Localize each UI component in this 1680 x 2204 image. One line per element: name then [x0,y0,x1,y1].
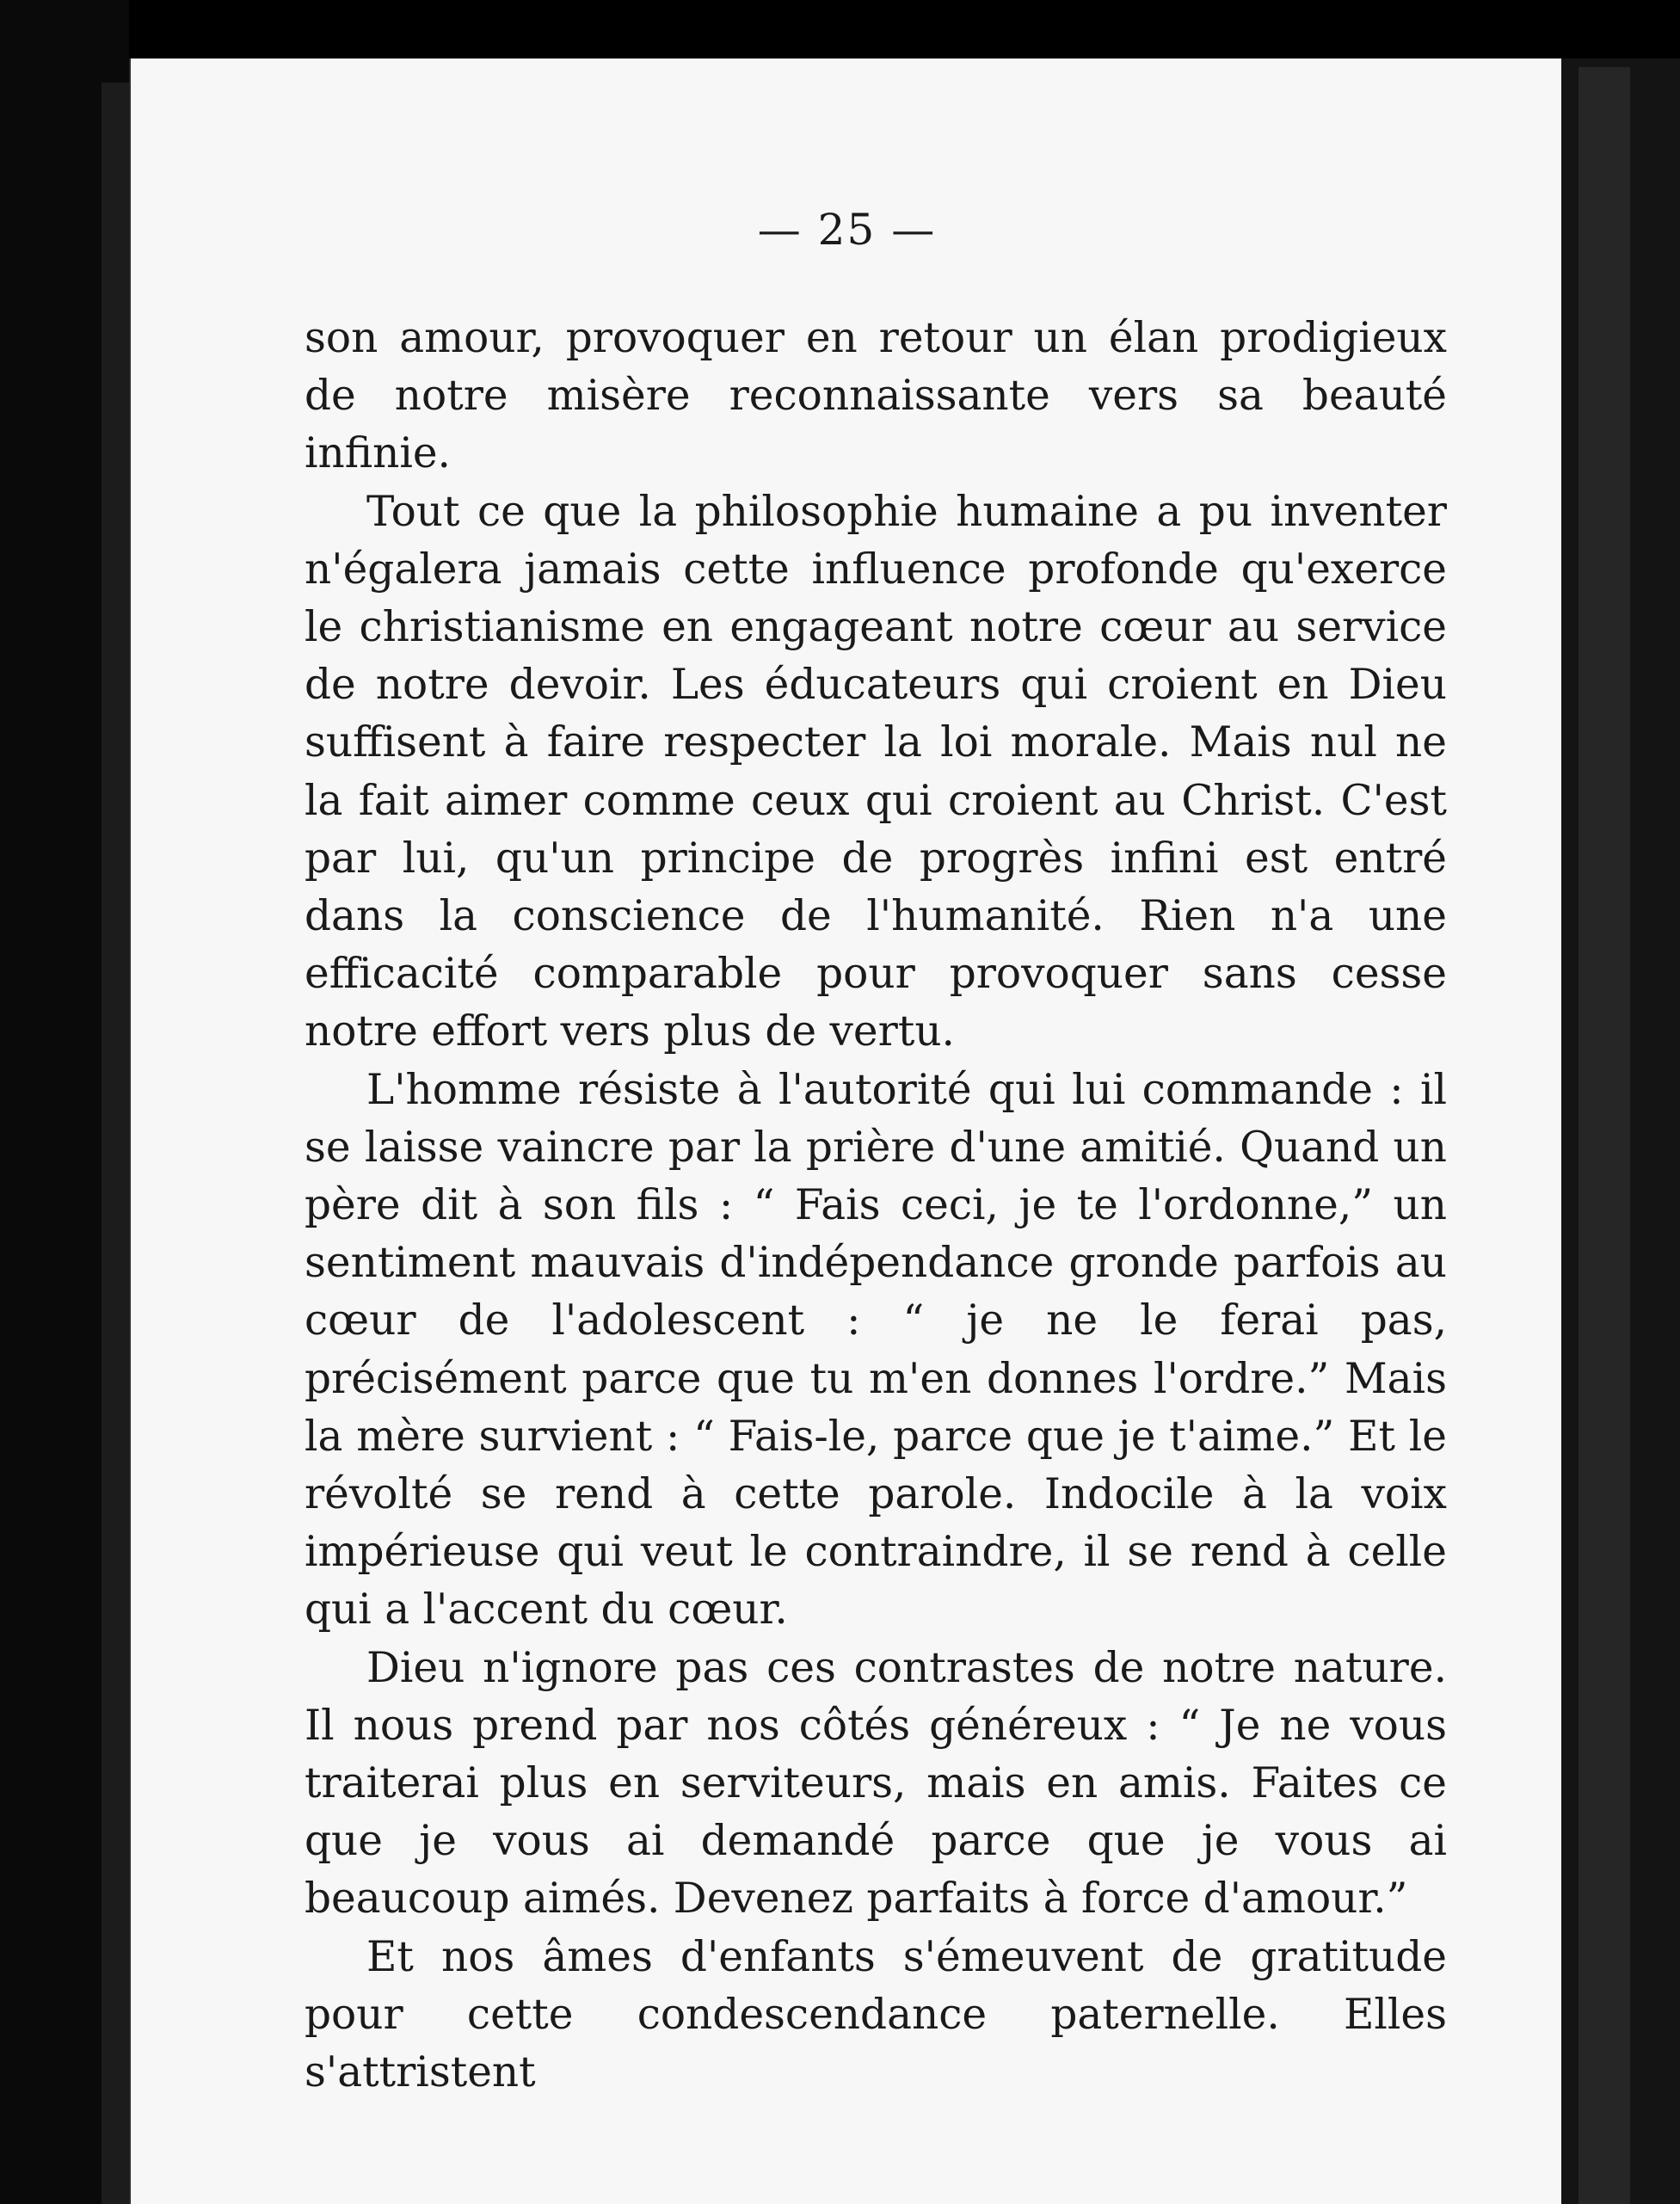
paragraph-5: Et nos âmes d'enfants s'émeuvent de gratitude pour cette condescendance paternelle. Elles s'attristent [305,1932,1447,2097]
page-text [305,310,1447,2102]
paragraph-4: Dieu n'ignore pas ces contrastes de notre nature. Il nous prend par nos côtés généreux : “ Je ne vous traiterai plus en serviteurs, mais en amis. Faites ce que je vous ai demandé parce que je vous ai beaucoup aimés. Devenez parfaits à force d'amour.” [305,1643,1447,1924]
book-page [129,58,1561,2204]
right-book-edge [1561,58,1680,2204]
page-number: — 25 — [757,205,937,255]
paragraph-1: son amour, provoquer en retour un élan prodigieux de notre misère reconnaissante vers sa beauté infinie. [305,314,1447,478]
paragraph-2: Tout ce que la philosophie humaine a pu inventer n'égalera jamais cette influence profonde qu'exerce le christianisme en engageant notre cœur au service de notre devoir. Les éducateurs qui croient en Dieu suffisent à faire respecter la loi morale. Mais nul ne la fait aimer comme ceux qui croient au Christ. C'est par lui, qu'un principe de progrès infini est entré dans la conscience de l'humanité. Rien n'a une efficacité comparable pour provoquer sans cesse notre effort vers plus de vertu. [305,487,1447,1056]
paragraph-3: L'homme résiste à l'autorité qui lui commande : il se laisse vaincre par la prière d'une amitié. Quand un père dit à son fils : “ Fais ceci, je te l'ordonne,” un sentiment mauvais d'indépendance gronde parfois au cœur de l'adolescent : “ je ne le ferai pas, précisément parce que tu m'en donnes l'ordre.” Mais la mère survient : “ Fais-le, parce que je t'aime.” Et le révolté se rend à cette parole. Indocile à la voix impérieuse qui veut le contraindre, il se rend à celle qui a l'accent du cœur. [305,1065,1447,1635]
book-spine [1578,67,1630,2204]
book-binding [102,83,129,2204]
